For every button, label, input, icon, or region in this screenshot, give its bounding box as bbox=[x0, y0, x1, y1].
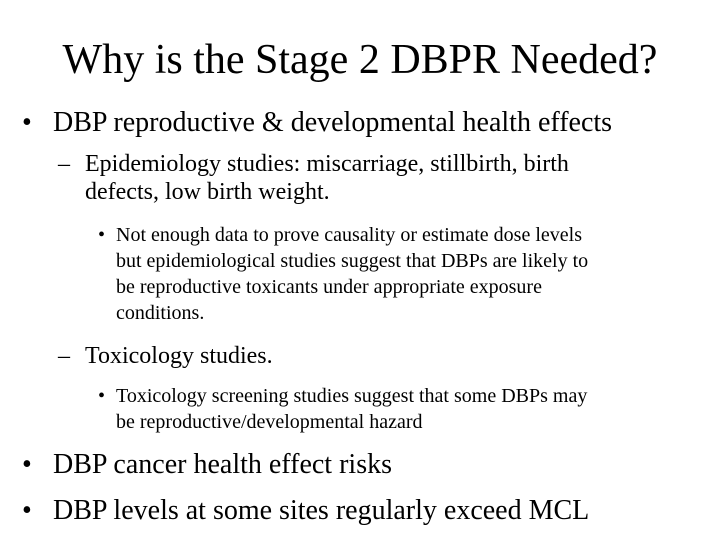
bullet-reproductive-effects bbox=[22, 106, 612, 140]
subbullet-line: defects, low birth weight. bbox=[85, 179, 330, 205]
detail-line: conditions. bbox=[116, 302, 205, 324]
detail-line: be reproductive toxicants under appropriate exposure bbox=[116, 276, 542, 298]
detail-line: but epidemiological studies suggest that DBPs are likely to bbox=[116, 250, 589, 272]
bullet-marker: • bbox=[98, 385, 106, 407]
detail-line: be reproductive/developmental hazard bbox=[116, 411, 423, 433]
bullet-text: DBP reproductive & developmental health effects bbox=[53, 107, 613, 138]
slide-title: Why is the Stage 2 DBPR Needed? bbox=[62, 37, 658, 83]
bullet-marker: • bbox=[98, 224, 106, 246]
subbullet-line: Toxicology studies. bbox=[85, 343, 273, 369]
bullet-text: DBP levels at some sites regularly exceed MCL bbox=[53, 495, 590, 526]
bullet-cancer-risks bbox=[22, 448, 392, 482]
bullet-text: DBP cancer health effect risks bbox=[53, 449, 392, 480]
detail-line: Not enough data to prove causality or estimate dose levels bbox=[116, 224, 582, 246]
dash-marker: – bbox=[58, 343, 70, 369]
subbullet-line: Epidemiology studies: miscarriage, stillbirth, birth bbox=[85, 151, 569, 177]
bullet-marker: • bbox=[22, 449, 32, 480]
subbullet-toxicology bbox=[58, 342, 273, 370]
detail-bullet-causality bbox=[98, 222, 588, 326]
detail-line: Toxicology screening studies suggest that some DBPs may bbox=[116, 385, 588, 407]
bullet-marker: • bbox=[22, 495, 32, 526]
subbullet-epidemiology bbox=[58, 150, 569, 206]
dash-marker: – bbox=[58, 151, 70, 177]
bullet-marker: • bbox=[22, 107, 32, 138]
bullet-mcl-exceedance bbox=[22, 494, 589, 528]
detail-bullet-toxicology-screening bbox=[98, 383, 587, 435]
